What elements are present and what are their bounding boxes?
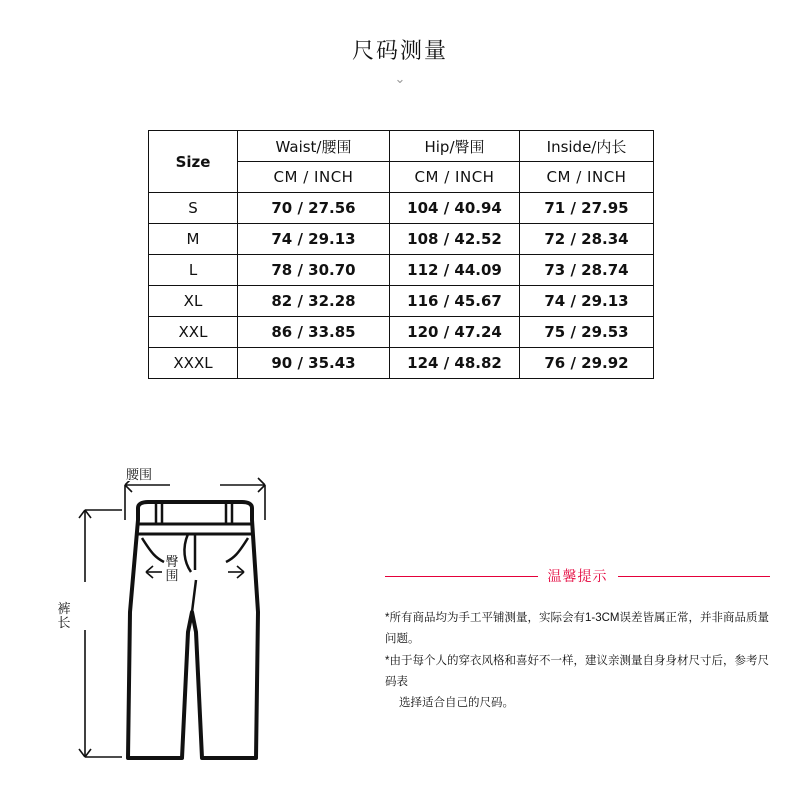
- hip-label: 臀围: [165, 554, 179, 584]
- row-waist: 78 / 30.70: [238, 255, 390, 286]
- pants-measure-diagram: [60, 462, 360, 782]
- waist-label: 腰围: [123, 468, 155, 481]
- tips-line-2: *由于每个人的穿衣风格和喜好不一样，建议亲测量自身身材尺寸后，参考尺码表: [385, 654, 769, 688]
- row-waist: 86 / 33.85: [238, 317, 390, 348]
- row-hip: 104 / 40.94: [390, 193, 520, 224]
- tips-rule-left: [385, 576, 538, 577]
- row-hip: 116 / 45.67: [390, 286, 520, 317]
- row-size: S: [149, 193, 238, 224]
- header-size-label: Size: [149, 131, 238, 193]
- row-size: XXXL: [149, 348, 238, 379]
- row-inside: 72 / 28.34: [520, 224, 654, 255]
- header-hip-unit: CM / INCH: [390, 162, 520, 193]
- tips-line-3: 选择适合自己的尺码。: [399, 697, 514, 710]
- table-row: [149, 224, 654, 255]
- header-inside-unit: CM / INCH: [520, 162, 654, 193]
- row-size: XXL: [149, 317, 238, 348]
- table-row: [149, 348, 654, 379]
- row-inside: 75 / 29.53: [520, 317, 654, 348]
- length-dimension-line: [79, 510, 122, 757]
- pants-diagram-svg: [60, 462, 360, 782]
- table-row: [149, 286, 654, 317]
- row-inside: 73 / 28.74: [520, 255, 654, 286]
- size-table-container: [148, 130, 653, 379]
- row-hip: 124 / 48.82: [390, 348, 520, 379]
- header-waist-unit: CM / INCH: [238, 162, 390, 193]
- tips-title: 温馨提示: [547, 568, 608, 584]
- waist-dimension-line: [125, 478, 265, 520]
- header-hip: Hip/臀围: [390, 131, 520, 162]
- row-inside: 71 / 27.95: [520, 193, 654, 224]
- length-label: 裤长: [53, 602, 75, 629]
- row-inside: 74 / 29.13: [520, 286, 654, 317]
- chevron-down-icon: ⌄: [394, 71, 406, 87]
- row-waist: 82 / 32.28: [238, 286, 390, 317]
- header-waist: Waist/腰围: [238, 131, 390, 162]
- tips-body: [385, 608, 770, 714]
- table-row: [149, 317, 654, 348]
- row-size: M: [149, 224, 238, 255]
- row-inside: 76 / 29.92: [520, 348, 654, 379]
- table-header-row-main: [149, 131, 654, 162]
- row-waist: 90 / 35.43: [238, 348, 390, 379]
- page-title-block: [0, 38, 800, 85]
- tips-header: [385, 566, 770, 586]
- tips-rule-right: [618, 576, 771, 577]
- row-waist: 74 / 29.13: [238, 224, 390, 255]
- header-inside: Inside/内长: [520, 131, 654, 162]
- size-chart-table: [148, 130, 654, 379]
- row-size: XL: [149, 286, 238, 317]
- row-waist: 70 / 27.56: [238, 193, 390, 224]
- tips-section: [385, 566, 770, 714]
- pants-outline: [128, 502, 258, 758]
- table-row: [149, 255, 654, 286]
- row-hip: 112 / 44.09: [390, 255, 520, 286]
- table-row: [149, 193, 654, 224]
- tips-line-1: *所有商品均为手工平铺测量，实际会有1-3CM误差皆属正常，并非商品质量问题。: [385, 612, 769, 646]
- row-hip: 120 / 47.24: [390, 317, 520, 348]
- row-size: L: [149, 255, 238, 286]
- page-title: 尺码测量: [351, 38, 448, 63]
- row-hip: 108 / 42.52: [390, 224, 520, 255]
